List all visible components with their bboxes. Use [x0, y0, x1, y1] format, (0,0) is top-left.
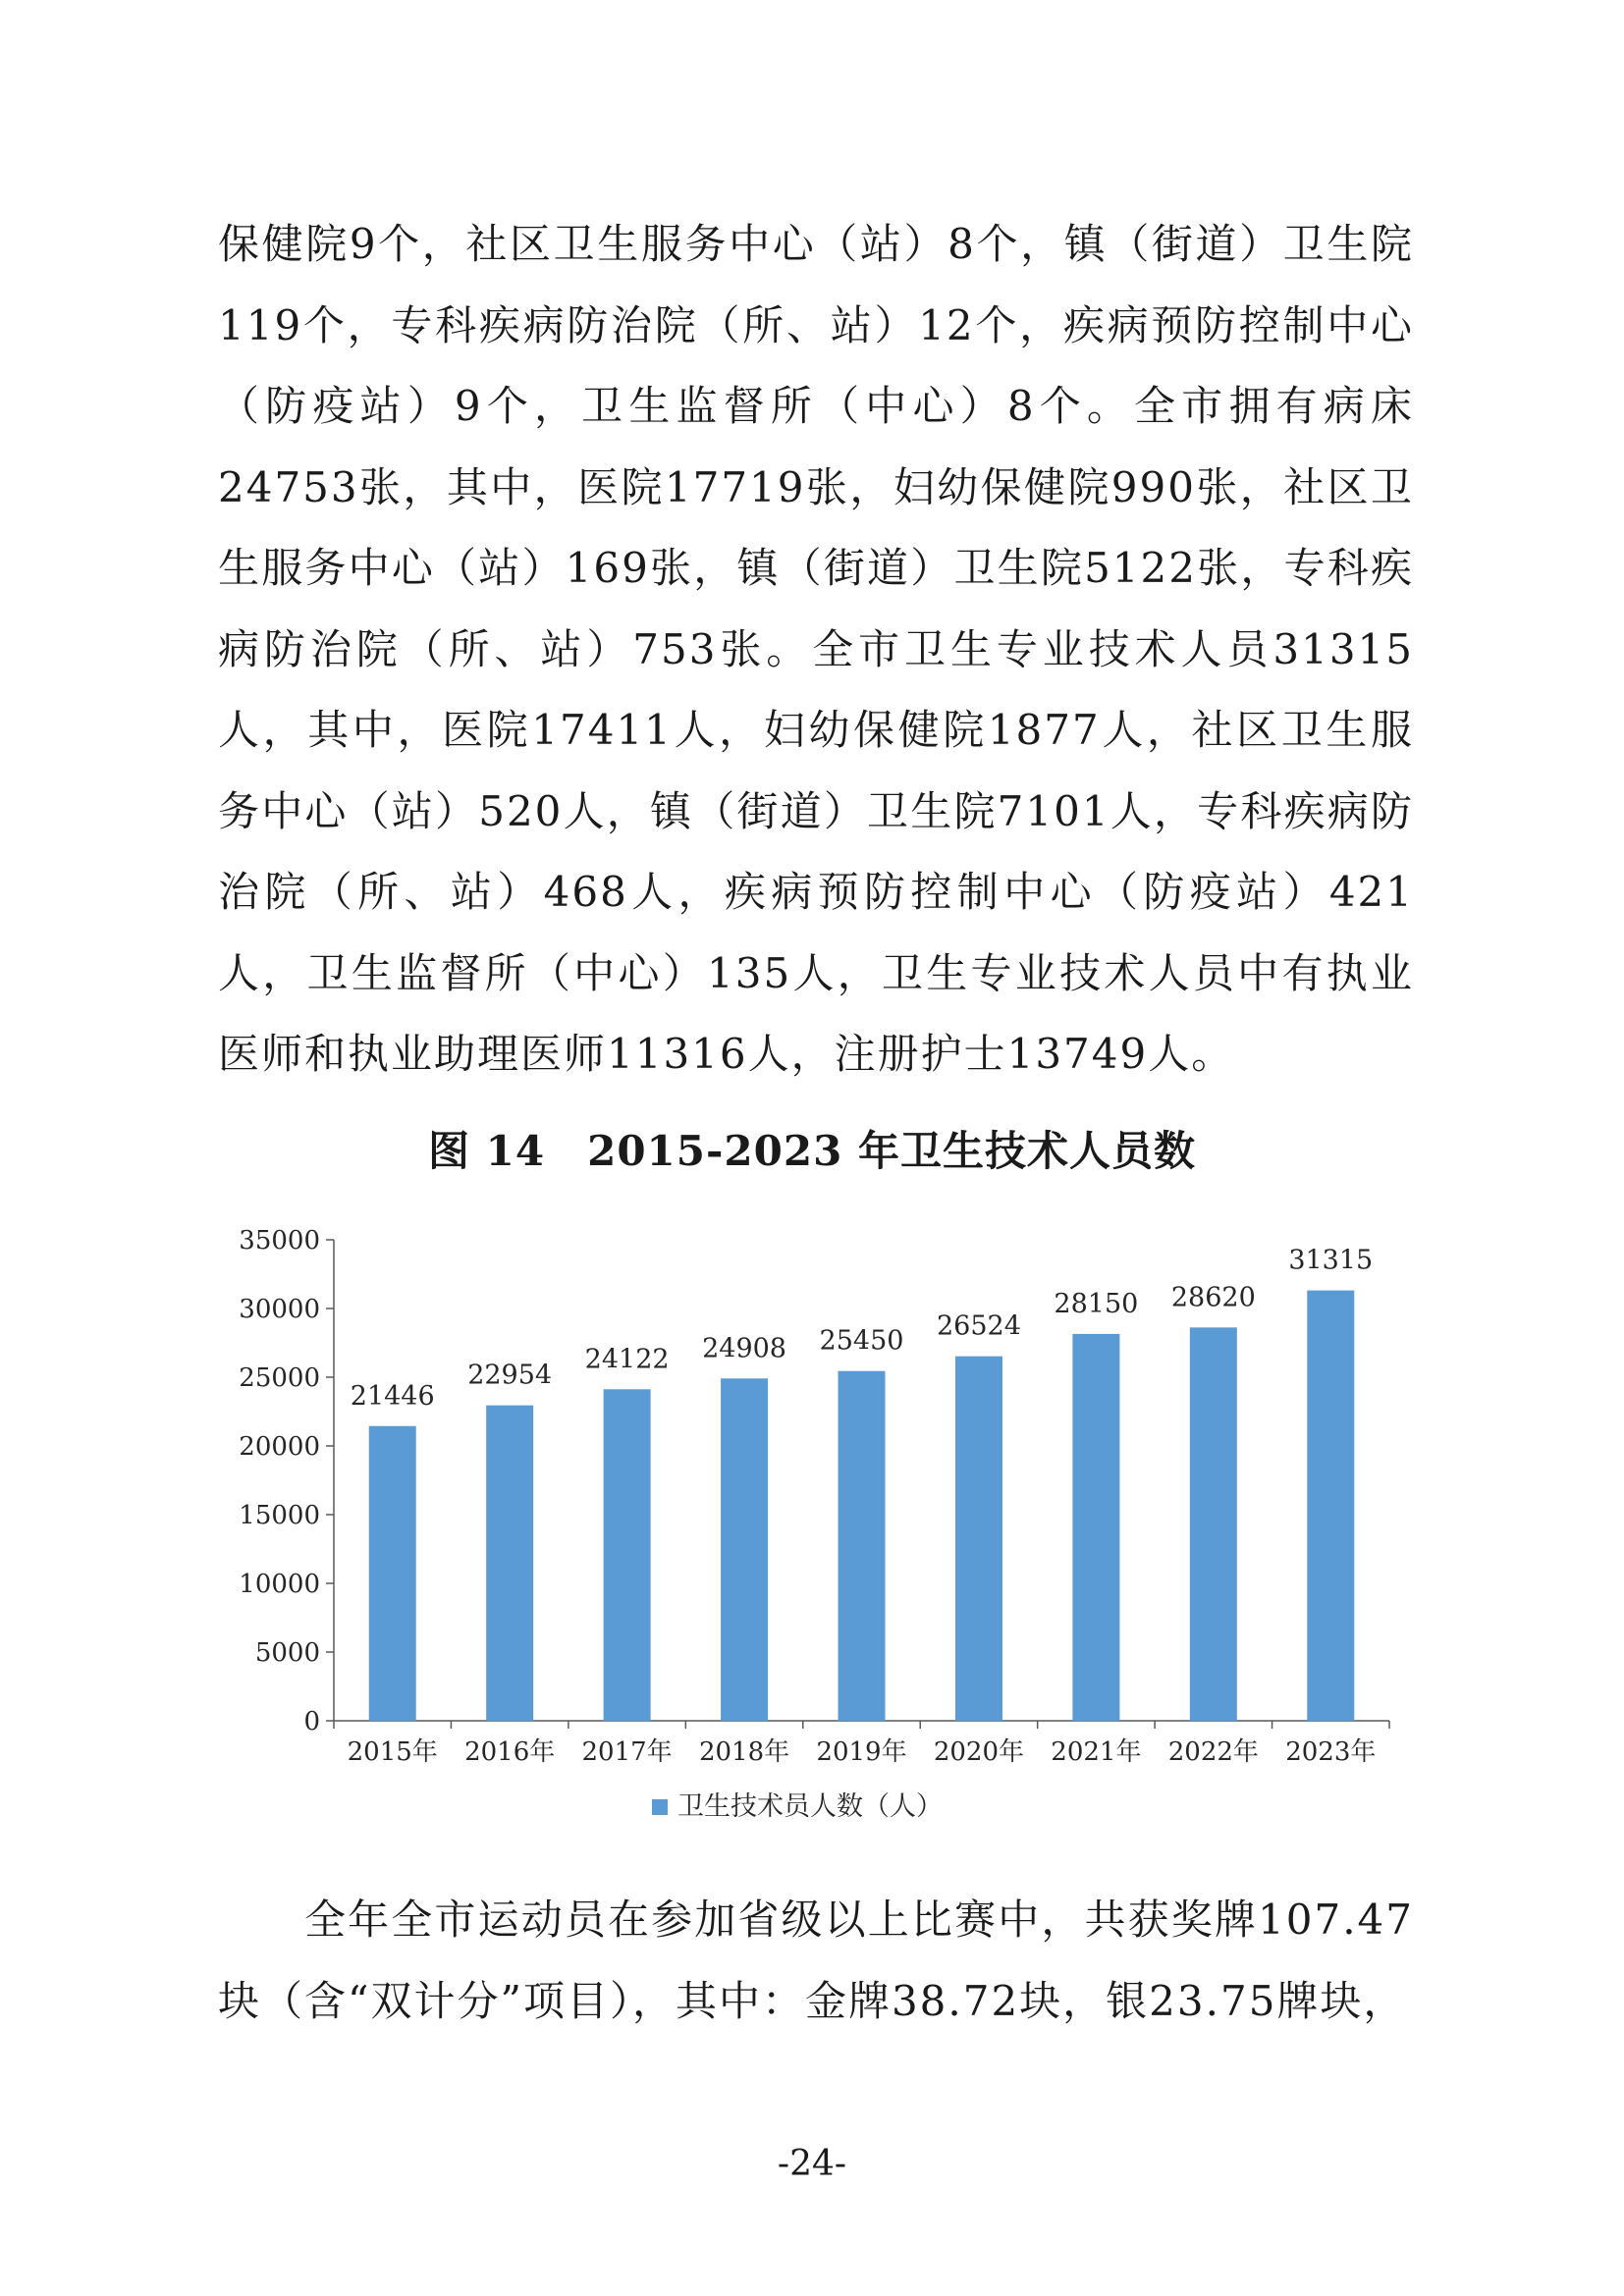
y-tick-label: 0: [303, 1707, 320, 1736]
bar: [604, 1389, 651, 1721]
data-label: 25450: [819, 1325, 904, 1357]
x-tick-label: 2018年: [698, 1737, 790, 1767]
x-tick-label: 2023年: [1285, 1737, 1377, 1767]
x-tick-label: 2019年: [816, 1737, 907, 1767]
x-tick-label: 2021年: [1051, 1737, 1142, 1767]
y-tick-label: 15000: [239, 1501, 320, 1530]
bar: [486, 1406, 533, 1721]
bar: [1072, 1334, 1119, 1721]
data-label: 24908: [702, 1333, 787, 1364]
page-number: -24-: [777, 2144, 847, 2184]
x-tick-label: 2020年: [933, 1737, 1025, 1767]
data-label: 28620: [1170, 1282, 1256, 1313]
data-label: 31315: [1288, 1245, 1374, 1276]
y-tick-label: 5000: [254, 1638, 320, 1668]
x-tick-label: 2016年: [464, 1737, 556, 1767]
bar: [1307, 1291, 1354, 1721]
bar: [1190, 1327, 1237, 1721]
body-paragraph-2: 全年全市运动员在参加省级以上比赛中，共获奖牌107.47块（含“双计分”项目），其中：金牌38.72块，银23.75牌块，: [218, 1896, 1414, 2025]
legend-swatch: [652, 1799, 668, 1815]
x-tick-label: 2015年: [347, 1737, 438, 1767]
y-tick-label: 20000: [239, 1432, 320, 1462]
bar-chart: [218, 1212, 1406, 1860]
data-label: 22954: [467, 1360, 553, 1391]
legend-label: 卫生技术员人数（人）: [677, 1791, 943, 1822]
data-label: 26524: [936, 1310, 1021, 1342]
y-tick-label: 10000: [239, 1570, 320, 1599]
bar: [955, 1357, 1002, 1721]
data-label: 24122: [584, 1344, 670, 1375]
bar: [369, 1426, 416, 1721]
y-tick-label: 25000: [239, 1363, 320, 1393]
figure-title: 图 14 2015-2023 年卫生技术人员数: [428, 1127, 1196, 1175]
x-tick-label: 2022年: [1167, 1737, 1259, 1767]
data-label: 28150: [1054, 1288, 1139, 1319]
y-tick-label: 35000: [239, 1226, 320, 1255]
y-tick-label: 30000: [239, 1295, 320, 1324]
bar: [839, 1371, 886, 1721]
body-paragraph-1: 保健院9个，社区卫生服务中心（站）8个，镇（街道）卫生院119个，专科疾病防治院（所、站）12个，疾病预防控制中心（防疫站）9个，卫生监督所（中心）8个。全市拥有病床24753张，其中，医院17719张，妇幼保健院990张，社区卫生服务中心（站）169张，镇（街道）卫生院5122张，专科疾病防治院（所、站）753张。全市卫生专业技术人员31315人，其中，医院17411人，妇幼保健院1877人，社区卫生服务中心（站）520人，镇（街道）卫生院7101人，专科疾病防治院（所、站）468人，疾病预防控制中心（防疫站）421人，卫生监督所（中心）135人，卫生专业技术人员中有执业医师和执业助理医师11316人，注册护士13749人。: [218, 220, 1414, 1078]
x-tick-label: 2017年: [581, 1737, 673, 1767]
bar: [721, 1378, 768, 1721]
data-label: 21446: [350, 1380, 435, 1412]
